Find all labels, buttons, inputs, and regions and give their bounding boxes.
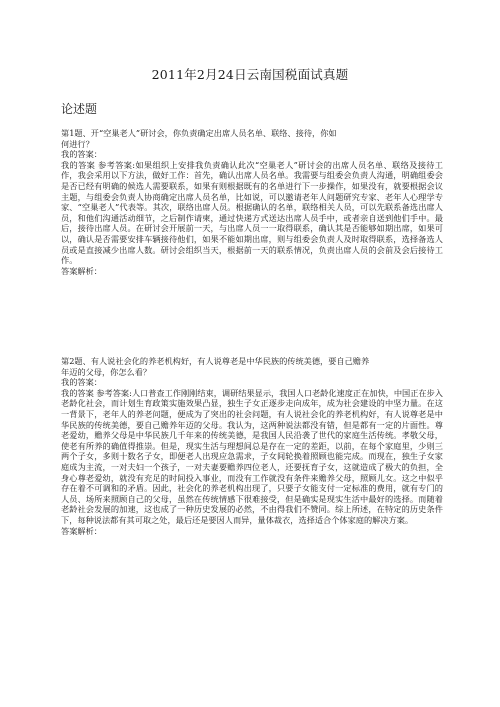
my-answer-label: 我的答案： [61,377,102,388]
question-block-2 [61,356,443,536]
my-answer-label: 我的答案： [61,149,102,160]
question-block-1 [61,128,443,276]
question-text-line2: 年迈的父母，你怎么看？ [61,366,152,377]
question-text-line2: 何进行？ [61,138,94,149]
section-heading: 论述题 [61,102,98,116]
question-text-line1: 第1题、开“空巢老人”研讨会，你负责确定出席人员名单、联络、接待，你如 [61,128,337,138]
answer-analysis-label: 答案解析： [61,525,102,536]
reference-answer-text: 我的答案 参考答案:人口普查工作刚刚结束，调研结果显示，我国人口老龄化速度正在加快，中国正在步入老龄化社会，而计划生育政策实施效果凸显，独生子女正逐步走向成年，成为社会建设的中坚力量。在这一背景下，老年人的养老问题，便成为了突出的社会问题，有人说社会化的养老机构好，有人说尊老是中华民族的传统美德，要自己赡养年迈的父母。我认为，这两种说法都没有错，但是都有一定的片面性。尊老爱幼，赡养父母是中华民族几千年来的传统美德，是我国人民沿袭了世代的家庭生活传统。孝敬父母，使老有所养的确值得推崇。但是，现实生活与理想间总是存在一定的差距，以前，在每个家庭里，少则三两个子女，多则十数名子女，即便老人出现应急需求，子女间轮换着照顾也能完成。而现在，独生子女家庭成为主流，一对夫妇一个孩子，一对夫妻要赡养四位老人，还要抚育子女，这就造成了极大的负担，全身心尊老爱幼，就没有充足的时间投入事业，而没有工作就没有条件来赡养父母，照顾儿女。这之中似乎存在着不可调和的矛盾。因此，社会化的养老机构出现了，只要子女能支付一定标准的费用，就有专门的人员、场所来照顾自己的父母，虽然在传统情感下很难接受，但是确实是现实生活中最好的选择。而随着老龄社会发展的加速，这也成了一种历史发展的必然，不由得我们不赞同。综上所述，在特定的历史条件下，每种说法都有其可取之处，最后还是要因人而异，量体裁衣，选择适合个体家庭的解决方案。 [61,387,443,525]
reference-answer-text: 我的答案 参考答案:如果组织上安排我负责确认此次“空巢老人”研讨会的出席人员名单、联络及接待工作，我会采用以下方法，做好工作：首先，确认出席人员名单。我需要与组委会负责人沟通，明确组委会是否已经有明确的候选人需要联系，如果有则根据既有的名单进行下一步操作，如果没有，就要根据会议主题，与组委会负责人协商确定出席人员名单，比如说，可以邀请老年人问题研究专家、老年人心理学专家、“空巢老人”代表等。其次，联络出席人员。根据确认的名单，联络相关人员，可以先联系备选出席人员，和他们沟通活动细节，之后制作请柬，通过快递方式送达出席人员手中，或者亲自送到他们手中。最后，接待出席人员。在研讨会开展前一天，与出席人员一一取得联系，确认其是否能够如期出席，如果可以，确认是否需要安排车辆接待他们，如果不能如期出席，则与组委会负责人及时取得联系，选择备选人员或是直接减少出席人数。研讨会组织当天，根据前一天的联系情况，负责出席人员的会前及会后接待工作。 [61,159,443,266]
question-text-line1: 第2题、有人说社会化的养老机构好，有人说尊老是中华民族的传统美德，要自己赡养 [61,356,370,366]
document-title: 2011年2月24日云南国税面试真题 [151,67,349,82]
answer-analysis-label: 答案解析： [61,265,102,276]
